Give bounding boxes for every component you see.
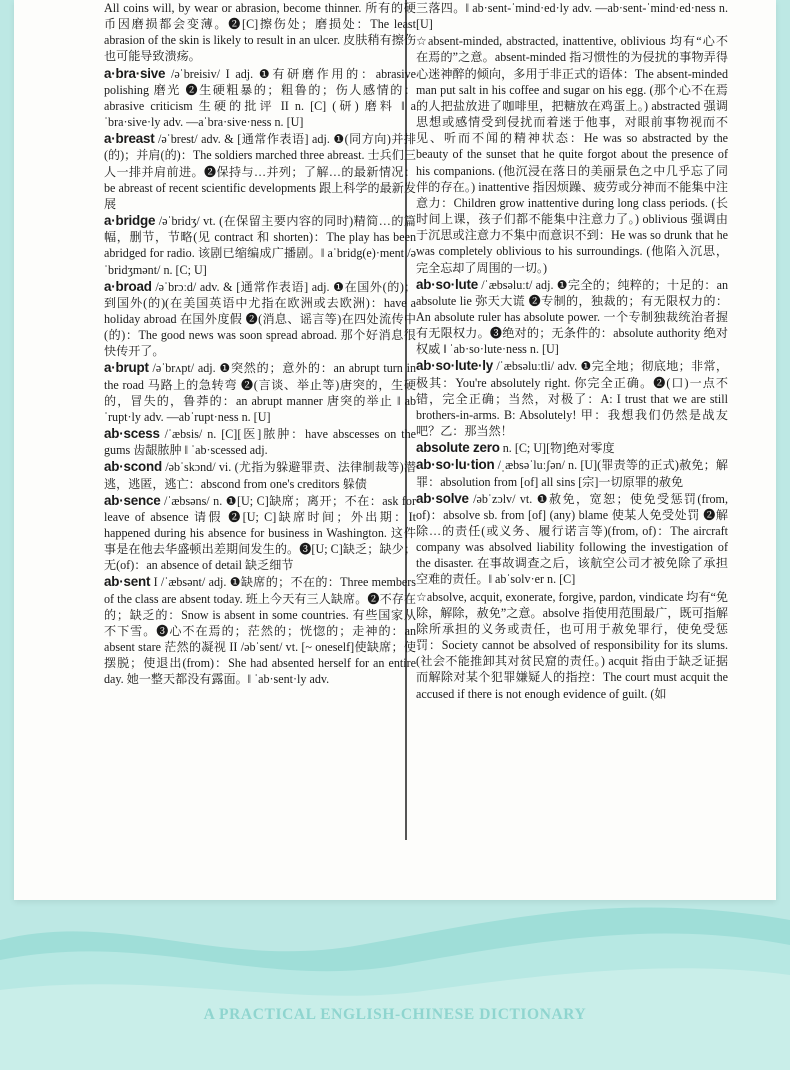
dictionary-entry xyxy=(104,574,416,687)
entry-definition: I /ˈæbsənt/ adj. ❶缺席的；不在的：Three members of the class are absent today. 班上今天有三人缺席。❷不存在的；缺乏的：Snow is absent in some countries. 有些国家从不下雪。❸心不在焉的；茫然的；恍惚的；走神的：an absent stare 茫然的凝视 II /əbˈsent/ vt. [~ oneself]使缺席；使摆脱；使退出(from)：She had absented herself for an entire day. 她一整天都没有露面。‖ ˈab·sent·ly adv. xyxy=(104,575,416,687)
entry-headword: a·broad xyxy=(104,278,152,294)
dictionary-entry xyxy=(104,493,416,574)
entry-definition: n. [C; U][物]绝对零度 xyxy=(499,441,615,456)
entry-headword: a·breast xyxy=(104,131,155,147)
entry-headword: ab·scess xyxy=(104,426,160,442)
footer-title: A PRACTICAL ENGLISH-CHINESE DICTIONARY xyxy=(203,1006,587,1023)
entry-headword: ab·solve xyxy=(416,490,469,506)
dictionary-entry xyxy=(104,360,416,425)
dictionary-entry xyxy=(104,66,416,131)
right-column xyxy=(416,0,728,702)
dictionary-entry xyxy=(104,0,416,65)
entry-headword: ab·so·lu·tion xyxy=(416,457,495,473)
dictionary-entry xyxy=(416,33,728,275)
entry-headword: ab·so·lute xyxy=(416,276,478,292)
entry-definition: 三落四。‖ ab·sent-ˈmind·ed·ly adv. —ab·sent-ˈmind·ed·ness n. [U] xyxy=(416,1,728,32)
dictionary-entry xyxy=(416,589,728,702)
entry-definition: All coins will, by wear or abrasion, become thinner. 所有的硬币因磨损都会变薄。❷[C]擦伤处；磨损处：The least abrasion of the skin is likely to result in an ulcer. 皮肤稍有擦伤也可能导致溃疡。 xyxy=(104,1,416,64)
dictionary-entry xyxy=(416,457,728,489)
dictionary-entry xyxy=(416,440,728,456)
entry-headword: absolute zero xyxy=(416,440,500,456)
entry-definition: /əˈbrest/ adv. & [通常作表语] adj. ❶(同方向)并排(的)；并肩(的)：The soldiers marched three abreast. 士兵们三人一排并肩前进。❷保持与…并列；了解…的最新情况：be abreast of recent scientific developments 跟上科学的最新发展 xyxy=(104,132,416,211)
entry-definition: ☆absent-minded, abstracted, inattentive, oblivious 均有“心不在焉的”之意。absent-minded 指习惯性的为侵扰的事物弄得心迷神醉的倾向，多用于非正式的语体：The absent-minded man put salt in his coffee and sugar on his egg. (那个心不在焉的人把盐放进了咖啡里，把糖放在鸡蛋上。) abstracted 强调思想或感情受到侵扰而着迷于他事，对眼前事物视而不见、听而不闻的精神状态：He was so abstracted by the beauty of the sunset that he quite forgot about the presence of his companions. (他沉浸在落日的美丽景色之中几乎忘了同伴的存在。) inattentive 指因烦躁、疲劳或分神而不能集中注意力：Children grow inattentive during long class periods. (长时间上课，孩子们都不能集中注意力了。) oblivious 强调由于沉思或注意力不集中而意识不到：He was so drunk that he was completely oblivious to his surroundings. (他陷入沉思，完全忘却了周围的一切。) xyxy=(416,34,728,275)
dictionary-entry xyxy=(104,459,416,491)
entry-definition: /ˈæbsis/ n. [C][医]脓肿：have abscesses on the gums 齿龈脓肿 ‖ ˈab·scessed adj. xyxy=(104,427,416,458)
entry-headword: ab·scond xyxy=(104,459,162,475)
dictionary-entry xyxy=(416,277,728,358)
dictionary-entry xyxy=(104,213,416,278)
entry-headword: a·bridge xyxy=(104,213,156,229)
entry-definition: /ˌæbsəˈluːʃən/ n. [U](罪责等的正式)赦免；解罪：absolution from [of] all sins [宗]一切原罪的赦免 xyxy=(416,458,728,489)
entry-definition: /əˈbrɔːd/ adv. & [通常作表语] adj. ❶在国外(的)；到国外(的)(在美国英语中尤指在欧洲或去欧洲)：have a holiday abroad 在国外度假 ❷(消息、谣言等)在四处流传中(的)：The good news was soon spread abroad. 那个好消息很快传开了。 xyxy=(104,279,416,359)
entry-definition: /əˈbreisiv/ I adj. ❶有研磨作用的：abrasive polishing 磨光 ❷生硬粗暴的；粗鲁的；伤人感情的：abrasive criticism 生硬的批评 II n. [C] (研) 磨料 ‖ aˈbra·sive·ly adv. —aˈbra·sive·ness n. [U] xyxy=(104,66,416,130)
entry-definition: /ˈæbsəluːt/ adj. ❶完全的；纯粹的；十足的：an absolute lie 弥天大谎 ❷专制的，独裁的；有无限权力的：An absolute ruler has absolute power. 一个专制独裁统治者握有无限权力。❸绝对的；无条件的：absolute authority 绝对权威 ‖ ˈab·so·lute·ness n. [U] xyxy=(416,277,728,357)
entry-definition: ☆absolve, acquit, exonerate, forgive, pardon, vindicate 均有“免除，解除，赦免”之意。absolve 指使用范围最广，既可指解除所承担的义务或责任，也可用于赦免罪行，使免受惩罚：Society cannot be absolved of responsibility for its slums. (社会不能推卸其对贫民窟的责任。) acquit 指由于缺乏证据而解除对某个犯罪嫌疑人的指控：The court must acquit the accused if there is not enough evidence of guilt. (如 xyxy=(416,589,728,701)
entry-definition: /əˈbrʌpt/ adj. ❶突然的；意外的：an abrupt turn in the road 马路上的急转弯 ❷(言谈、举止等)唐突的，生硬的，冒失的，鲁莽的：an abrupt manner 唐突的举止 ‖ abˈrupt·ly adv. —abˈrupt·ness n. [U] xyxy=(104,361,416,424)
entry-definition: /ˈæbsəluːtli/ adv. ❶完全地；彻底地；非常，极其：You're absolutely right. 你完全正确。❷(口)一点不错，完全正确；当然，对极了：A: I trust that we are still brothers-in-arms. B: Absolutely! 甲：我想我们仍然是战友吧？乙：那当然！ xyxy=(416,359,728,439)
dictionary-entry xyxy=(416,0,728,32)
entry-headword: ab·sence xyxy=(104,492,161,508)
entry-headword: a·bra·sive xyxy=(104,65,166,81)
dictionary-entry xyxy=(416,358,728,439)
left-column xyxy=(104,0,416,688)
dictionary-entry xyxy=(104,131,416,212)
entry-definition: /əˈbridʒ/ vt. (在保留主要内容的同时)精简…的篇幅，删节，节略(见 contract 和 shorten)：The play has been abridged for radio. 该剧已缩编成广播剧。‖ aˈbridg(e)·ment /əˈbridʒmənt/ n. [C; U] xyxy=(104,214,416,277)
dictionary-entry xyxy=(104,279,416,360)
entry-definition: /ˈæbsəns/ n. ❶[U; C]缺席；离开；不在：ask for leave of absence 请假 ❷[U; C]缺席时间；外出期：It happened during his absence for business in Washington. 这件事是在他去华盛顿出差期间发生的。❸[U; C]缺乏；缺少；无(of)：an absence of detail 缺乏细节 xyxy=(104,493,416,573)
entry-definition: /əbˈzɔlv/ vt. ❶赦免，宽恕；使免受惩罚(from, of)：absolve sb. from [of] (any) blame 使某人免受处罚 ❷解除…的责任(或义务、履行诺言等)(from, of)：The aircraft company was absolved liability following the investigation of the disaster. 在事故调查之后，该航空公司才被免除了承担空难的责任。‖ abˈsolv·er n. [C] xyxy=(416,491,728,587)
entry-headword: a·brupt xyxy=(104,360,149,376)
entry-definition: /əbˈskɔnd/ vi. (尤指为躲避罪责、法律制裁等)潜逃，逃匿，逃亡：abscond from one's creditors 躲债 xyxy=(104,460,416,491)
entry-headword: ab·so·lute·ly xyxy=(416,358,494,374)
dictionary-entry xyxy=(104,426,416,458)
dictionary-entry xyxy=(416,491,728,588)
entry-headword: ab·sent xyxy=(104,574,151,590)
